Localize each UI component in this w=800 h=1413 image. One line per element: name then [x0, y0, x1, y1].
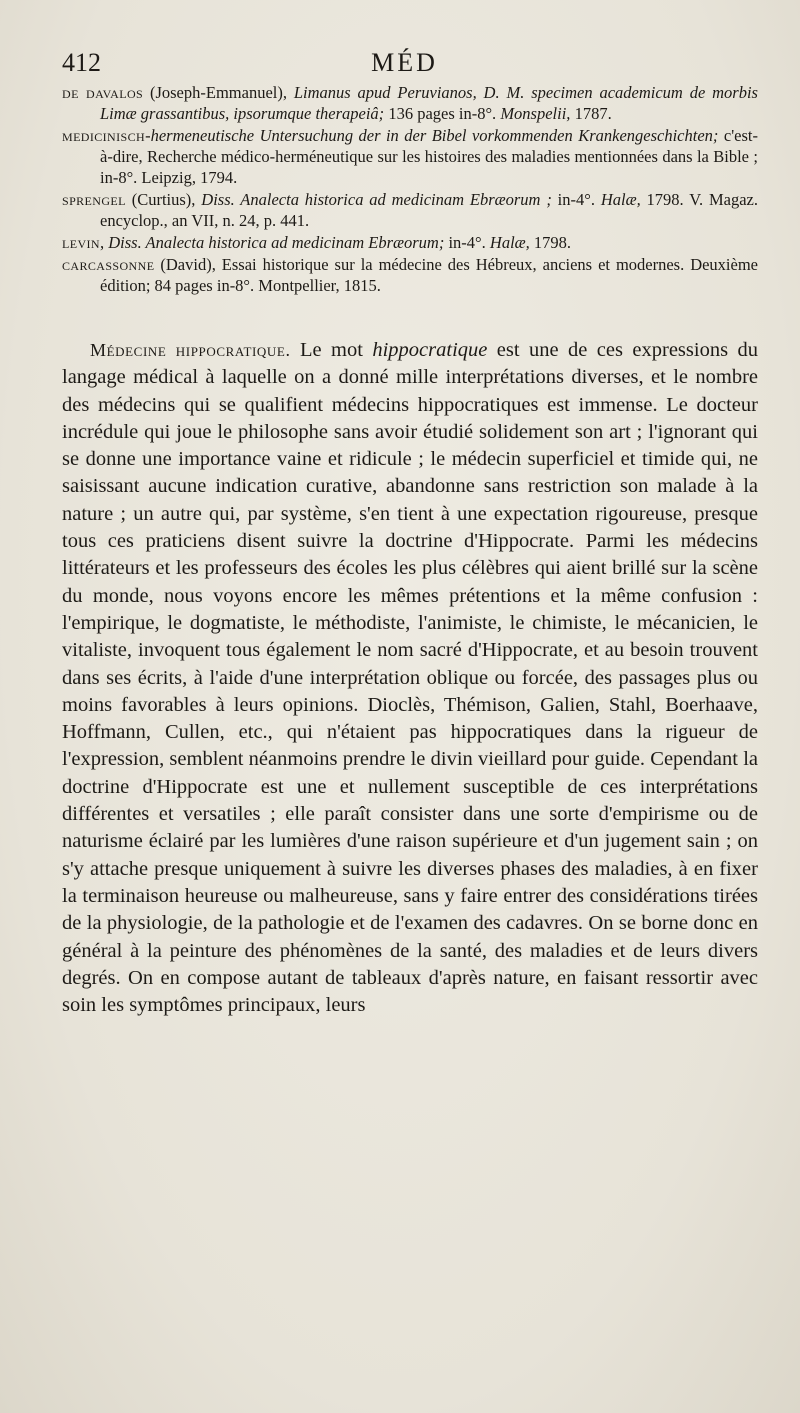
entry-author: sprengel: [62, 190, 126, 209]
entry-place: Monspelii,: [500, 104, 571, 123]
running-title: MÉD: [371, 48, 438, 77]
entry-place: Halæ,: [600, 190, 641, 209]
entry-text: in-4°.: [551, 190, 601, 209]
article-term: Médecine hippocratique.: [90, 340, 291, 360]
article-lead: Le mot: [290, 339, 373, 361]
bibliography-entry: [62, 189, 758, 231]
bibliography-entry: [62, 232, 758, 253]
entry-title: Diss. Analecta historica ad medicinam Ebræorum ;: [201, 190, 552, 209]
entry-title: Diss. Analecta historica ad medicinam Ebræorum;: [108, 233, 445, 252]
page-header: [62, 48, 758, 78]
section-gap: [62, 297, 758, 337]
article-text: est une de ces expressions du langage médical à laquelle on a donné mille interprétations diverses, et le nombre des médecins qui se qualifient médecins hippocratiques est immense. Le docteur incrédule qui joue le philosophe sans avoir étudié solidement son art ; l'ignorant qui se donne une importance vaine et ridicule ; le médecin superficiel et timide qui, ne saisissant aucune indication curative, abandonne sans restriction son malade à la nature ; un autre qui, par système, s'en tient à une expectation rigoureuse, presque tous ces praticiens disent suivre la doctrine d'Hippocrate. Parmi les médecins littérateurs et les professeurs des écoles les plus célèbres qui aient brillé sur la scène du monde, nous voyons encore les mêmes prétentions et la même confusion : l'empirique, le dogmatiste, le méthodiste, l'animiste, le chimiste, le mécanicien, le vitaliste, invoquent tous également le nom sacré d'Hippocrate, et au besoin trouvent dans ses écrits, à l'aide d'une interprétation oblique ou forcée, des passages plus ou moins favorables à leurs opinions. Dioclès, Thémison, Galien, Stahl, Boerhaave, Hoffmann, Cullen, etc., qui n'étaient pas hippocratiques dans la rigueur de l'expression, semblent néanmoins prendre le divin vieillard pour guide. Cependant la doctrine d'Hippocrate est une et nullement susceptible de ces interprétations différentes et versatiles ; elle paraît consister dans une sorte d'empirisme ou de naturisme éclairé par les lumières d'une raison supérieure et d'un jugement sain ; on s'y attache presque uniquement à suivre les diverses phases des maladies, à en fixer la terminaison heureuse ou malheureuse, sans y faire entrer des considérations tirées de la physiologie, de la pathologie et de l'examen des cadavres. On se borne donc en général à la peinture des phénomènes de la santé, des maladies et de leurs divers degrés. On en compose autant de tableaux d'après nature, en faisant ressortir avec soin les symptômes principaux, leurs: [62, 339, 758, 1017]
entry-author: carcassonne: [62, 255, 155, 274]
bibliography-entry: [62, 125, 758, 188]
bibliography: [62, 82, 758, 296]
entry-text: c'est-à-dire, Recherche médico-herméneutique sur les histoires des maladies mentionnées dans la Bible ; in-8°. Leipzig, 1794.: [100, 126, 758, 187]
entry-title: hermeneutische Untersuchung der in der Bibel vorkommenden Krankengeschichten;: [150, 126, 719, 145]
entry-title: Limanus apud Peruvianos, D. M. specimen academicum de morbis Limæ grassantibus, ipsorumque therapeiâ;: [100, 83, 758, 123]
page-number: 412: [62, 48, 101, 77]
entry-text: 1798.: [529, 233, 572, 252]
entry-author: levin: [62, 233, 100, 252]
article-keyword: hippocratique: [372, 339, 488, 361]
entry-author: medicinisch: [62, 126, 146, 145]
article-body: [62, 337, 758, 1019]
entry-place: Halæ,: [489, 233, 530, 252]
entry-text: ,: [100, 233, 109, 252]
entry-text: in-4°.: [444, 233, 490, 252]
entry-text: 1798. V. Magaz. encyclop., an VII, n. 24, p. 441.: [100, 190, 758, 230]
entry-author: de davalos: [62, 83, 144, 102]
entry-text: 1787.: [570, 104, 612, 123]
entry-text: (David), Essai historique sur la médecine des Hébreux, anciens et modernes. Deuxième édition; 84 pages in-8°. Montpellier, 1815.: [100, 255, 758, 295]
entry-text: (Curtius),: [125, 190, 202, 209]
entry-text: -: [145, 126, 151, 145]
bibliography-entry: [62, 254, 758, 296]
entry-text: 136 pages in-8°.: [384, 104, 501, 123]
entry-text: (Joseph-Emmanuel),: [143, 83, 294, 102]
bibliography-entry: [62, 82, 758, 124]
